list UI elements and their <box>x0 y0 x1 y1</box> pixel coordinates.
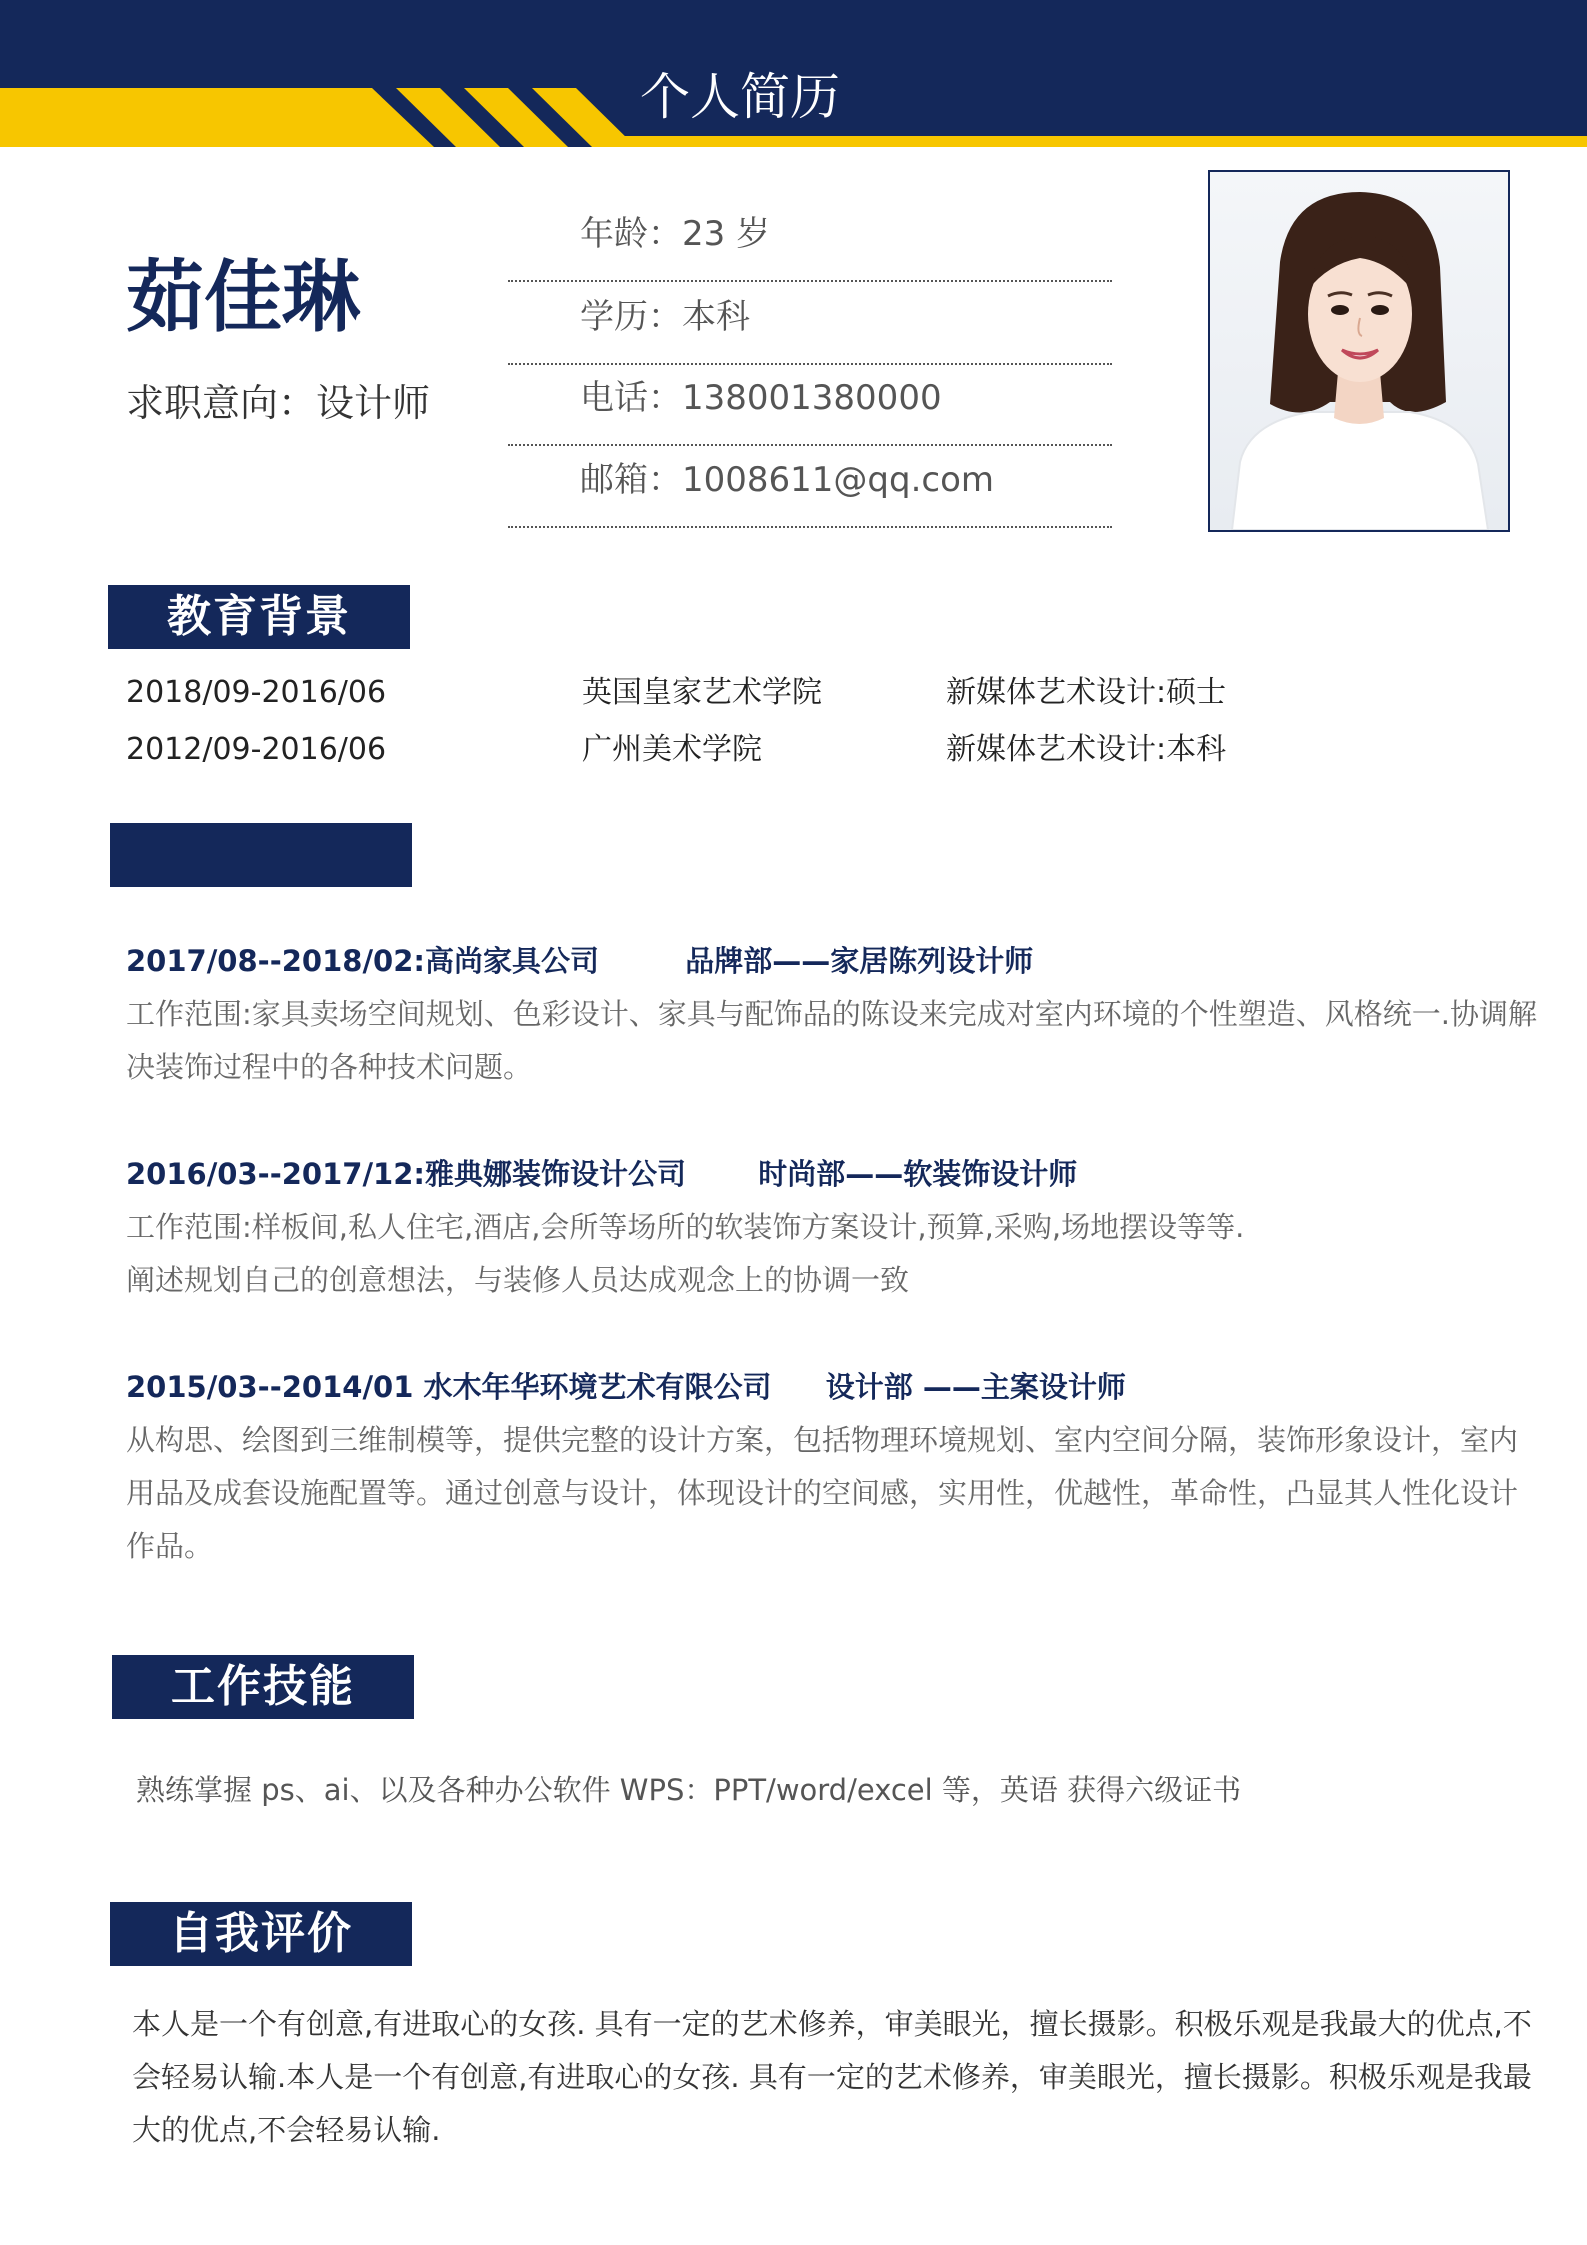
job-intent <box>126 375 430 431</box>
skills-text: 熟练掌握 ps、ai、以及各种办公软件 WPS：PPT/word/excel 等，英语 获得六级证书 <box>136 1773 1242 1807</box>
job-description <box>126 988 1537 1094</box>
job-description <box>126 1414 1519 1573</box>
profile-photo <box>1208 170 1510 532</box>
info-age <box>508 200 1112 282</box>
self-eval-line: 本人是一个有创意,有进取心的女孩. 具有一定的艺术修养，审美眼光，擅长摄影。积极乐观是我最大的优点,不 <box>132 2007 1532 2041</box>
work-section-title <box>110 823 412 887</box>
self-eval-section-title: 自我评价 <box>110 1902 412 1966</box>
self-eval-text <box>132 1998 1532 2157</box>
self-eval-line: 大的优点,不会轻易认输. <box>132 2113 441 2147</box>
portrait-image <box>1210 172 1508 530</box>
info-value: 本科 <box>682 297 750 337</box>
job-desc-line: 作品。 <box>126 1529 214 1563</box>
education-section-title: 教育背景 <box>108 585 410 649</box>
job-role: 品牌部——家居陈列设计师 <box>685 944 1034 978</box>
resume-title: 个人简历 <box>640 68 840 126</box>
job-desc-line: 阐述规划自己的创意想法，与装修人员达成观念上的协调一致 <box>126 1263 910 1297</box>
job-desc-line: 从构思、绘图到三维制模等，提供完整的设计方案，包括物理环境规划、室内空间分隔，装饰形象设计，室内 <box>126 1423 1519 1457</box>
info-label: 邮箱： <box>580 460 682 500</box>
job-intent-value: 设计师 <box>316 381 431 425</box>
edu-period: 2012/09-2016/06 <box>126 732 387 767</box>
self-eval-line: 会轻易认输.本人是一个有创意,有进取心的女孩. 具有一定的艺术修养，审美眼光，擅长摄影。积极乐观是我最 <box>132 2060 1532 2094</box>
edu-major: 新媒体艺术设计:本科 <box>946 732 1227 767</box>
edu-period: 2018/09-2016/06 <box>126 675 387 710</box>
info-label: 年龄： <box>580 214 682 254</box>
job-role: 时尚部——软装饰设计师 <box>758 1157 1078 1191</box>
job-company: 2017/08--2018/02:高尚家具公司 <box>126 944 599 978</box>
job-heading <box>126 1154 1077 1194</box>
job-description <box>126 1201 1486 1307</box>
info-education <box>508 283 1112 365</box>
job-intent-label: 求职意向： <box>126 381 317 425</box>
candidate-name: 茹佳琳 <box>126 253 361 343</box>
edu-school: 广州美术学院 <box>582 732 762 767</box>
job-role: 设计部 ——主案设计师 <box>825 1370 1126 1404</box>
job-company: 2016/03--2017/12:雅典娜装饰设计公司 <box>126 1157 686 1191</box>
info-label: 学历： <box>580 297 682 337</box>
edu-school: 英国皇家艺术学院 <box>582 675 822 710</box>
job-desc-line: 工作范围:家具卖场空间规划、色彩设计、家具与配饰品的陈设来完成对室内环境的个性塑造、风格统一.协调解 <box>126 997 1537 1031</box>
skills-section-title: 工作技能 <box>112 1655 414 1719</box>
job-company: 2015/03--2014/01 水木年华环境艺术有限公司 <box>126 1370 772 1404</box>
job-heading <box>126 1367 1126 1407</box>
job-desc-line: 决装饰过程中的各种技术问题。 <box>126 1050 533 1084</box>
job-desc-line: 工作范围:样板间,私人住宅,酒店,会所等场所的软装饰方案设计,预算,采购,场地摆设等等. <box>126 1210 1245 1244</box>
job-heading <box>126 941 1033 981</box>
info-phone <box>508 364 1112 446</box>
job-desc-line: 用品及成套设施配置等。通过创意与设计，体现设计的空间感，实用性，优越性，革命性，凸显其人性化设计 <box>126 1476 1519 1510</box>
edu-major: 新媒体艺术设计:硕士 <box>946 675 1227 710</box>
info-value: 138001380000 <box>682 378 942 418</box>
info-value: 23 岁 <box>682 214 771 254</box>
info-email <box>508 446 1112 528</box>
info-value: 1008611@qq.com <box>682 460 995 500</box>
info-label: 电话： <box>580 378 682 418</box>
